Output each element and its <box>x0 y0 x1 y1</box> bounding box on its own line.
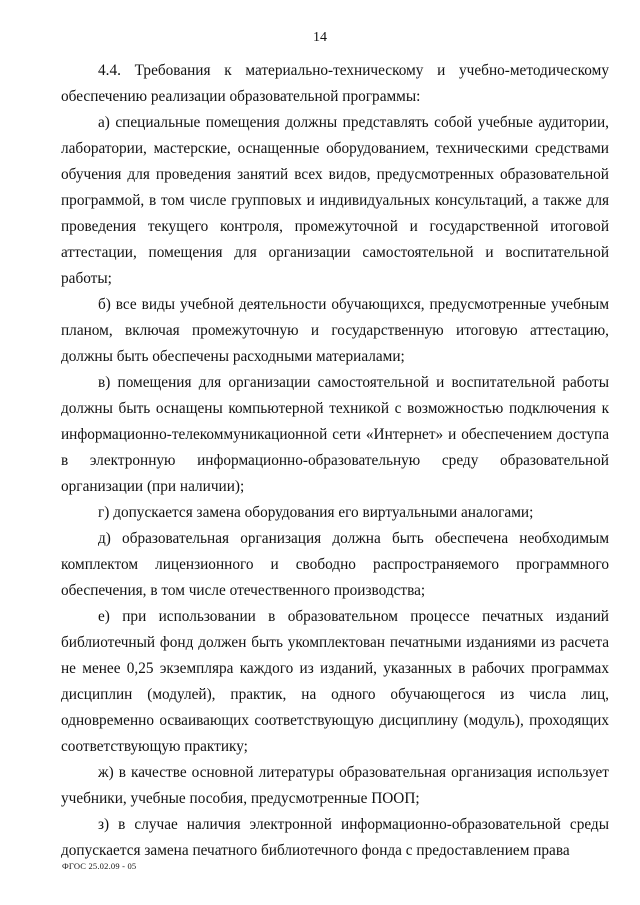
paragraph-b: б) все виды учебной деятельности обучающихся, предусмотренные учебным планом, включая промежуточную и государственную итоговую аттестацию, должны быть обеспечены расходными материалами; <box>61 296 609 365</box>
paragraph-a: а) специальные помещения должны представлять собой учебные аудитории, лаборатории, мастерские, оснащенные оборудованием, техническими средствами обучения для проведения занятий всех видов, предусмотренных образовательной программой, в том числе групповых и индивидуальных консультаций, а также для проведения текущего контроля, промежуточной и государственной итоговой аттестации, помещения для организации самостоятельной и воспитательной работы; <box>61 114 609 287</box>
section-heading-4-4: 4.4. Требования к материально-техническому и учебно-методическому обеспечению реализации образовательной программы: <box>61 62 609 105</box>
paragraph-z: з) в случае наличия электронной информационно-образовательной среды допускается замена печатного библиотечного фонда с предоставлением права <box>61 816 609 859</box>
document-body <box>61 58 609 864</box>
paragraph-d: д) образовательная организация должна быть обеспечена необходимым комплектом лицензионного и свободно распространяемого программного обеспечения, в том числе отечественного производства; <box>61 530 609 599</box>
page-number: 14 <box>313 30 327 45</box>
paragraph-zh: ж) в качестве основной литературы образовательная организация использует учебники, учебные пособия, предусмотренные ПООП; <box>61 764 609 807</box>
paragraph-e: е) при использовании в образовательном процессе печатных изданий библиотечный фонд должен быть укомплектован печатными изданиями из расчета не менее 0,25 экземпляра каждого из изданий, указанных в рабочих программах дисциплин (модулей), практик, на одного обучающегося из числа лиц, одновременно осваивающих соответствующую дисциплину (модуль), проходящих соответствующую практику; <box>61 608 609 755</box>
paragraph-g: г) допускается замена оборудования его виртуальными аналогами; <box>98 504 534 521</box>
paragraph-v: в) помещения для организации самостоятельной и воспитательной работы должны быть оснащены компьютерной техникой с возможностью подключения к информационно-телекоммуникационной сети «Интернет» и обеспечением доступа в электронную информационно-образовательную среду образовательной организации (при наличии); <box>61 374 609 495</box>
footer-code: ФГОС 25.02.09 - 05 <box>62 861 137 871</box>
